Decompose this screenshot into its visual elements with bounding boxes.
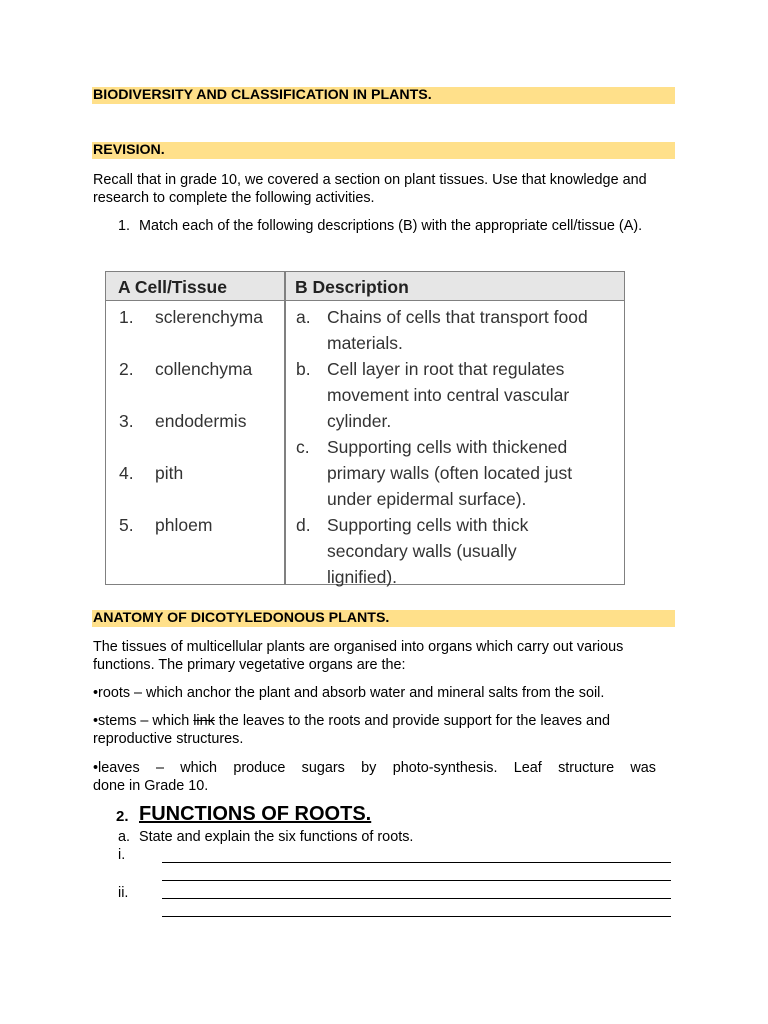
cell-term: pith (155, 463, 184, 483)
description-line: Supporting cells with thickened (327, 437, 568, 457)
section-2-number: 2. (116, 808, 129, 825)
cell-number: 1. (119, 307, 134, 327)
description-line: materials. (327, 333, 403, 353)
part-a-question: State and explain the six functions of roots. (139, 829, 414, 845)
stems-text-end: the leaves to the roots and provide support for the leaves and reproductive structures. (93, 713, 611, 747)
intro-paragraph: Recall that in grade 10, we covered a section on plant tissues. Use that knowledge and research to complete the following activities. (93, 172, 647, 206)
description-line: Cell layer in root that regulates (327, 359, 565, 379)
bullet-stems (93, 712, 665, 748)
cell-term: sclerenchyma (155, 307, 263, 327)
section-2-heading: FUNCTIONS OF ROOTS. (139, 803, 372, 825)
description-line: Chains of cells that transport food (327, 307, 588, 327)
description-line: cylinder. (327, 411, 392, 431)
column-b-header: B Description (295, 277, 409, 297)
cell-number: 2. (119, 359, 134, 379)
description-line: primary walls (often located just (327, 463, 573, 483)
answer-line[interactable] (162, 898, 671, 899)
stems-text-start: •stems – which (93, 713, 194, 729)
anatomy-intro: The tissues of multicellular plants are organised into organs which carry out various functions. The primary vegetative organs are the: (93, 639, 624, 673)
description-letter: c. (296, 437, 310, 457)
bullet-roots: •roots – which anchor the plant and absorb water and mineral salts from the soil. (93, 685, 605, 701)
description-line: under epidermal surface). (327, 489, 527, 509)
table-column-divider (284, 272, 286, 584)
description-line: Supporting cells with thick (327, 515, 529, 535)
description-line: secondary walls (usually (327, 541, 517, 561)
cell-term: phloem (155, 515, 213, 535)
bullet-leaves (93, 759, 656, 795)
leaves-line-2: done in Grade 10. (93, 778, 209, 794)
cell-number: 4. (119, 463, 134, 483)
answer-line[interactable] (162, 916, 671, 917)
question-1-text: Match each of the following descriptions (B) with the appropriate cell/tissue (A). (139, 218, 643, 234)
column-a-header: A Cell/Tissue (118, 277, 227, 297)
anatomy-heading: ANATOMY OF DICOTYLEDONOUS PLANTS. (92, 610, 675, 627)
description-line: movement into central vascular (327, 385, 570, 405)
document-title: BIODIVERSITY AND CLASSIFICATION IN PLANTS. (92, 87, 675, 104)
cell-number: 3. (119, 411, 134, 431)
cell-term: endodermis (155, 411, 247, 431)
answer-label-ii: ii. (118, 885, 129, 901)
struck-word: link (193, 713, 215, 729)
part-a-label: a. (118, 829, 131, 845)
question-1-number: 1. (118, 218, 131, 234)
description-line: lignified). (327, 567, 398, 587)
answer-line[interactable] (162, 862, 671, 863)
revision-heading: REVISION. (92, 142, 675, 159)
cell-term: collenchyma (155, 359, 253, 379)
description-letter: a. (296, 307, 311, 327)
description-letter: b. (296, 359, 311, 379)
leaves-line-1: •leaves – which produce sugars by photo-synthesis. Leaf structure was (93, 760, 656, 776)
cell-number: 5. (119, 515, 134, 535)
answer-line[interactable] (162, 880, 671, 881)
description-letter: d. (296, 515, 311, 535)
matching-table (105, 271, 625, 585)
answer-label-i: i. (118, 847, 126, 863)
